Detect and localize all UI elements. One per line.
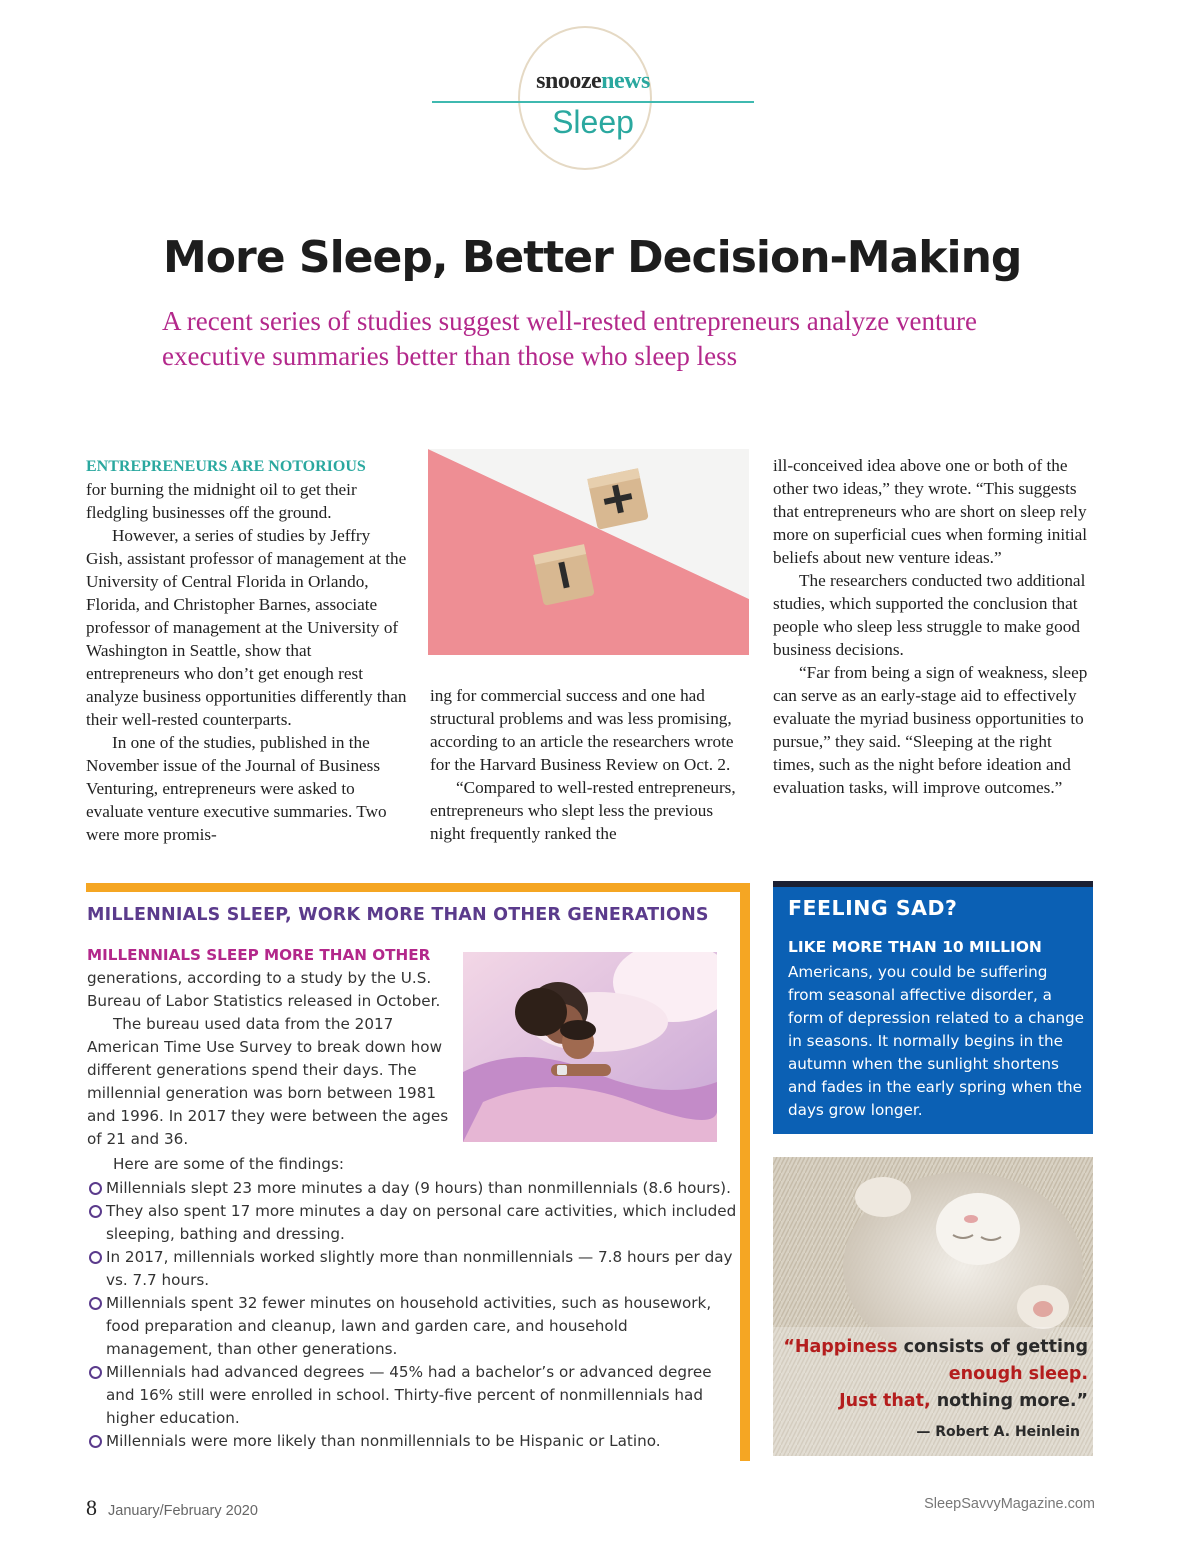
col2-paragraph-2: “Compared to well-rested entrepreneurs, entrepreneurs who slept less the previous night frequently ranked the <box>430 778 736 843</box>
brand-part1: snooze <box>536 68 602 94</box>
findings-intro: Here are some of the findings: <box>113 1155 344 1173</box>
millennials-paragraph-2: The bureau used data from the 2017 American Time Use Survey to break down how different generations spend their days. The millennial generation was born between 1981 and 1996. In 2017 they were between the ages of 21 and 36. <box>87 1015 449 1148</box>
circle-bullet-icon <box>89 1251 102 1264</box>
sidebar-text: Americans, you could be suffering from seasonal affective disorder, a form of depression related to a change in seasons. It normally begins in the autumn when the sunlight shortens and fades in the early spring when the days grow longer. <box>788 963 1085 1119</box>
circle-bullet-icon <box>89 1182 102 1195</box>
millennials-intro <box>87 944 455 1151</box>
circle-bullet-icon <box>89 1366 102 1379</box>
page-number: 8 <box>86 1495 97 1520</box>
col2-paragraph-1: ing for commercial success and one had structural problems and was less promising, according to an article the researchers wrote for the Harvard Business Review on Oct. 2. <box>430 686 734 774</box>
sidebar-lead-in: LIKE MORE THAN 10 MILLION <box>788 938 1042 956</box>
article-lead-in: ENTREPRENEURS ARE NOTORIOUS <box>86 458 366 475</box>
plus-minus-dice-photo <box>428 449 749 655</box>
brand-part2: news <box>601 68 650 94</box>
millennials-box-right-border <box>740 883 750 1461</box>
list-item: Millennials were more likely than nonmillennials to be Hispanic or Latino. <box>87 1430 737 1453</box>
list-item: Millennials spent 32 fewer minutes on household activities, such as housework, food preparation and cleanup, lawn and garden care, and household management, than other generations. <box>87 1292 737 1361</box>
sleeping-couple-photo <box>463 952 717 1142</box>
issue-date: January/February 2020 <box>108 1503 258 1519</box>
col1-paragraph-1: for burning the midnight oil to get their fledgling businesses off the ground. <box>86 480 357 522</box>
article-column-1 <box>86 454 408 846</box>
magazine-website: SleepSavvyMagazine.com <box>924 1496 1095 1512</box>
circle-bullet-icon <box>89 1297 102 1310</box>
col3-paragraph-3: “Far from being a sign of weakness, sleep can serve as an early-stage aid to effectively evaluate the myriad business opportunities to pursue,” they said. “Sleeping at the right times, such as the night before ideation and evaluation tasks, will improve outcomes.” <box>773 663 1088 797</box>
section-badge-rule <box>432 101 754 103</box>
list-item: Millennials slept 23 more minutes a day (9 hours) than nonmillennials (8.6 hours). <box>87 1177 737 1200</box>
quote-text-1: consists of getting <box>897 1337 1088 1357</box>
circle-bullet-icon <box>89 1435 102 1448</box>
millennials-lead-in: MILLENNIALS SLEEP MORE THAN OTHER <box>87 946 431 964</box>
col3-paragraph-1: ill-conceived idea above one or both of the other two ideas,” they wrote. “This suggests that entrepreneurs who are short on sleep rely more on superficial cues when forming initial beliefs about new venture ideas.” <box>773 456 1088 567</box>
brand-logo <box>432 68 754 95</box>
col1-paragraph-2: However, a series of studies by Jeffry Gish, assistant professor of management at the University of Central Florida in Orlando, Florida, and Christopher Barnes, associate professor of management at the University of Washington in Seattle, show that entrepreneurs who don’t get enough rest analyze business opportunities differently than their well-rested counterparts. <box>86 526 407 729</box>
quote-open-mark: “ <box>783 1337 795 1357</box>
list-item: They also spent 17 more minutes a day on personal care activities, which included sleeping, bathing and dressing. <box>87 1200 737 1246</box>
quote-word-happiness: Happiness <box>794 1337 898 1357</box>
quote-attribution: — Robert A. Heinlein <box>916 1424 1080 1440</box>
section-label: Sleep <box>552 104 634 140</box>
circle-bullet-icon <box>89 1205 102 1218</box>
quote-text-2: nothing more.” <box>930 1391 1088 1411</box>
quote-word-just-that: Just that, <box>839 1391 931 1411</box>
article-column-3 <box>773 454 1093 799</box>
list-item: Millennials had advanced degrees — 45% had a bachelor’s or advanced degree and 16% still were enrolled in school. Thirty-five percent of nonmillennials had higher education. <box>87 1361 737 1430</box>
millennials-paragraph-1: generations, according to a study by the U.S. Bureau of Labor Statistics released in October. <box>87 969 441 1010</box>
millennials-heading: MILLENNIALS SLEEP, WORK MORE THAN OTHER GENERATIONS <box>87 905 709 925</box>
col1-paragraph-3: In one of the studies, published in the November issue of the Journal of Business Venturing, entrepreneurs were asked to evaluate venture executive summaries. Two were more promis- <box>86 733 387 844</box>
list-item: In 2017, millennials worked slightly more than nonmillennials — 7.8 hours per day vs. 7.7 hours. <box>87 1246 737 1292</box>
section-badge-circle <box>518 26 652 170</box>
article-column-2 <box>430 684 746 845</box>
findings-list <box>87 1177 737 1453</box>
quote-word-enough-sleep: enough sleep. <box>948 1364 1088 1384</box>
article-deck: A recent series of studies suggest well-rested entrepreneurs analyze venture executive summaries better than those who sleep less <box>162 306 977 371</box>
millennials-box-top-border <box>86 883 750 892</box>
article-headline: More Sleep, Better Decision-Making <box>163 232 1022 283</box>
sidebar-title: FEELING SAD? <box>788 896 958 920</box>
pull-quote <box>778 1334 1088 1415</box>
col3-paragraph-2: The researchers conducted two additional studies, which supported the conclusion that people who sleep less struggle to make good business decisions. <box>773 571 1086 659</box>
